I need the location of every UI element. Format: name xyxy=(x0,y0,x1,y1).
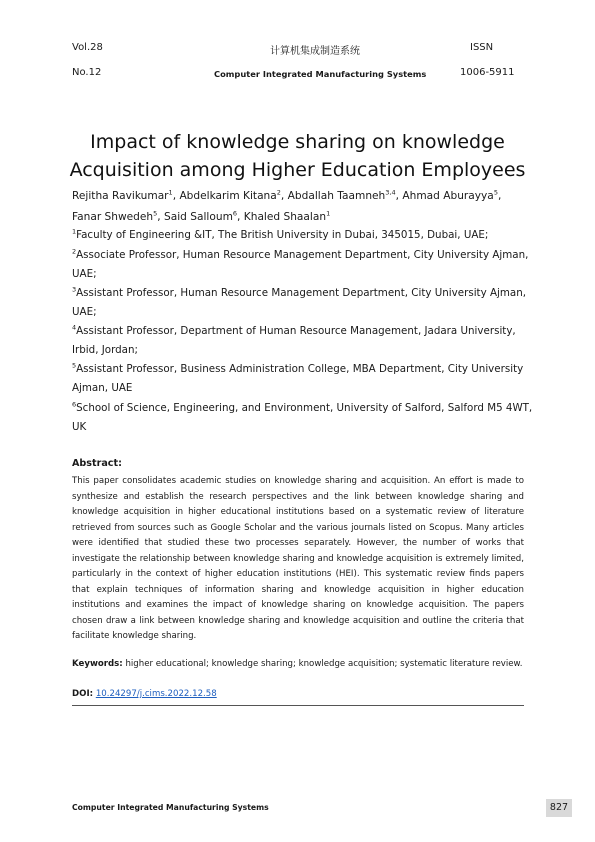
author-separator: , xyxy=(172,190,180,202)
affiliation-mark: 2 xyxy=(72,247,77,256)
affiliation-mark: 6 xyxy=(72,400,77,409)
author-separator: , xyxy=(157,211,165,223)
author-name: Said Salloum xyxy=(164,211,233,223)
author-list xyxy=(72,186,532,228)
affiliation-text: Faculty of Engineering &IT, The British University in Dubai, 345015, Dubai, UAE; xyxy=(76,229,489,241)
author-name: Khaled Shaalan xyxy=(243,211,327,223)
affiliation-2 xyxy=(72,246,534,284)
author-separator: , xyxy=(497,190,502,202)
header-issue-number: No.12 xyxy=(72,67,102,78)
author-affiliation-mark: 1 xyxy=(168,188,173,197)
paper-title xyxy=(60,128,535,184)
page-number: 827 xyxy=(546,799,572,817)
author-affiliation-mark: 5 xyxy=(153,209,158,218)
affiliation-text: Assistant Professor, Human Resource Management Department, City University Ajman, UAE; xyxy=(72,287,527,318)
author-affiliation-mark: 1 xyxy=(326,209,331,218)
affiliation-mark: 4 xyxy=(72,323,77,332)
header-issn-label: ISSN xyxy=(470,42,494,53)
affiliation-1 xyxy=(72,226,534,245)
keywords xyxy=(72,657,524,672)
affiliation-mark: 1 xyxy=(72,227,77,236)
section-divider xyxy=(72,705,524,706)
affiliation-4 xyxy=(72,322,534,360)
header-journal-chinese: 计算机集成制造系统 xyxy=(270,46,360,57)
affiliation-5 xyxy=(72,360,534,398)
author-name: Abdallah Taamneh xyxy=(287,190,386,202)
author-separator: , xyxy=(237,211,244,223)
header-issn-number: 1006-5911 xyxy=(460,67,515,78)
paper-title-line-2: Acquisition among Higher Education Employees xyxy=(69,159,526,181)
doi-link[interactable]: 10.24297/j.cims.2022.12.58 xyxy=(95,689,217,699)
author-name: Ahmad Aburayya xyxy=(402,190,494,202)
doi xyxy=(72,689,217,699)
header-volume: Vol.28 xyxy=(72,42,103,53)
affiliation-mark: 5 xyxy=(72,361,77,370)
affiliation-text: Assistant Professor, Department of Human Resource Management, Jadara University, Irbid, Jordan; xyxy=(72,325,516,356)
affiliation-text: Associate Professor, Human Resource Management Department, City University Ajman, UAE; xyxy=(72,249,529,280)
header-journal-english: Computer Integrated Manufacturing Systems xyxy=(214,69,427,79)
author-name: Abdelkarim Kitana xyxy=(179,190,277,202)
affiliation-text: Assistant Professor, Business Administration College, MBA Department, City University Ajman, UAE xyxy=(72,363,524,394)
keywords-text: higher educational; knowledge sharing; knowledge acquisition; systematic literature review. xyxy=(125,659,523,669)
keywords-label: Keywords: xyxy=(72,659,123,669)
author-name: Rejitha Ravikumar xyxy=(72,190,169,202)
paper-title-line-1: Impact of knowledge sharing on knowledge xyxy=(90,131,505,153)
author-name: Fanar Shwedeh xyxy=(72,211,154,223)
affiliation-6 xyxy=(72,399,534,437)
doi-label: DOI: xyxy=(72,689,94,699)
footer-journal-name: Computer Integrated Manufacturing Systems xyxy=(72,803,269,812)
author-separator: , xyxy=(395,190,403,202)
affiliation-text: School of Science, Engineering, and Environment, University of Salford, Salford M5 4WT, UK xyxy=(72,402,533,433)
abstract-heading: Abstract: xyxy=(72,458,122,469)
author-affiliation-mark: 5 xyxy=(493,188,498,197)
abstract-text: This paper consolidates academic studies on knowledge sharing and acquisition. An effort is made to synthesize and establish the research perspectives and the link between knowledge sharing and knowledge acquisition in higher educational institutions based on a systematic review of literature retrieved from sources such as Google Scholar and the various journals listed on Scopus. Many articles were identified that studied these two processes separately. However, the number of works that investigate the relationship between knowledge sharing and knowledge acquisition is extremely limited, particularly in the context of higher education institutions (HEI). This systematic review finds papers that explain techniques of information sharing and knowledge acquisition in higher education institutions and examines the impact of knowledge sharing on knowledge acquisition. The papers chosen draw a link between knowledge sharing and knowledge acquisition and outline the criteria that facilitate knowledge sharing. xyxy=(72,476,524,641)
affiliation-mark: 3 xyxy=(72,285,77,294)
author-affiliation-mark: 3,4 xyxy=(385,188,396,197)
author-separator: , xyxy=(280,190,288,202)
affiliation-3 xyxy=(72,284,534,322)
author-affiliation-mark: 2 xyxy=(276,188,281,197)
author-affiliation-mark: 6 xyxy=(232,209,238,218)
